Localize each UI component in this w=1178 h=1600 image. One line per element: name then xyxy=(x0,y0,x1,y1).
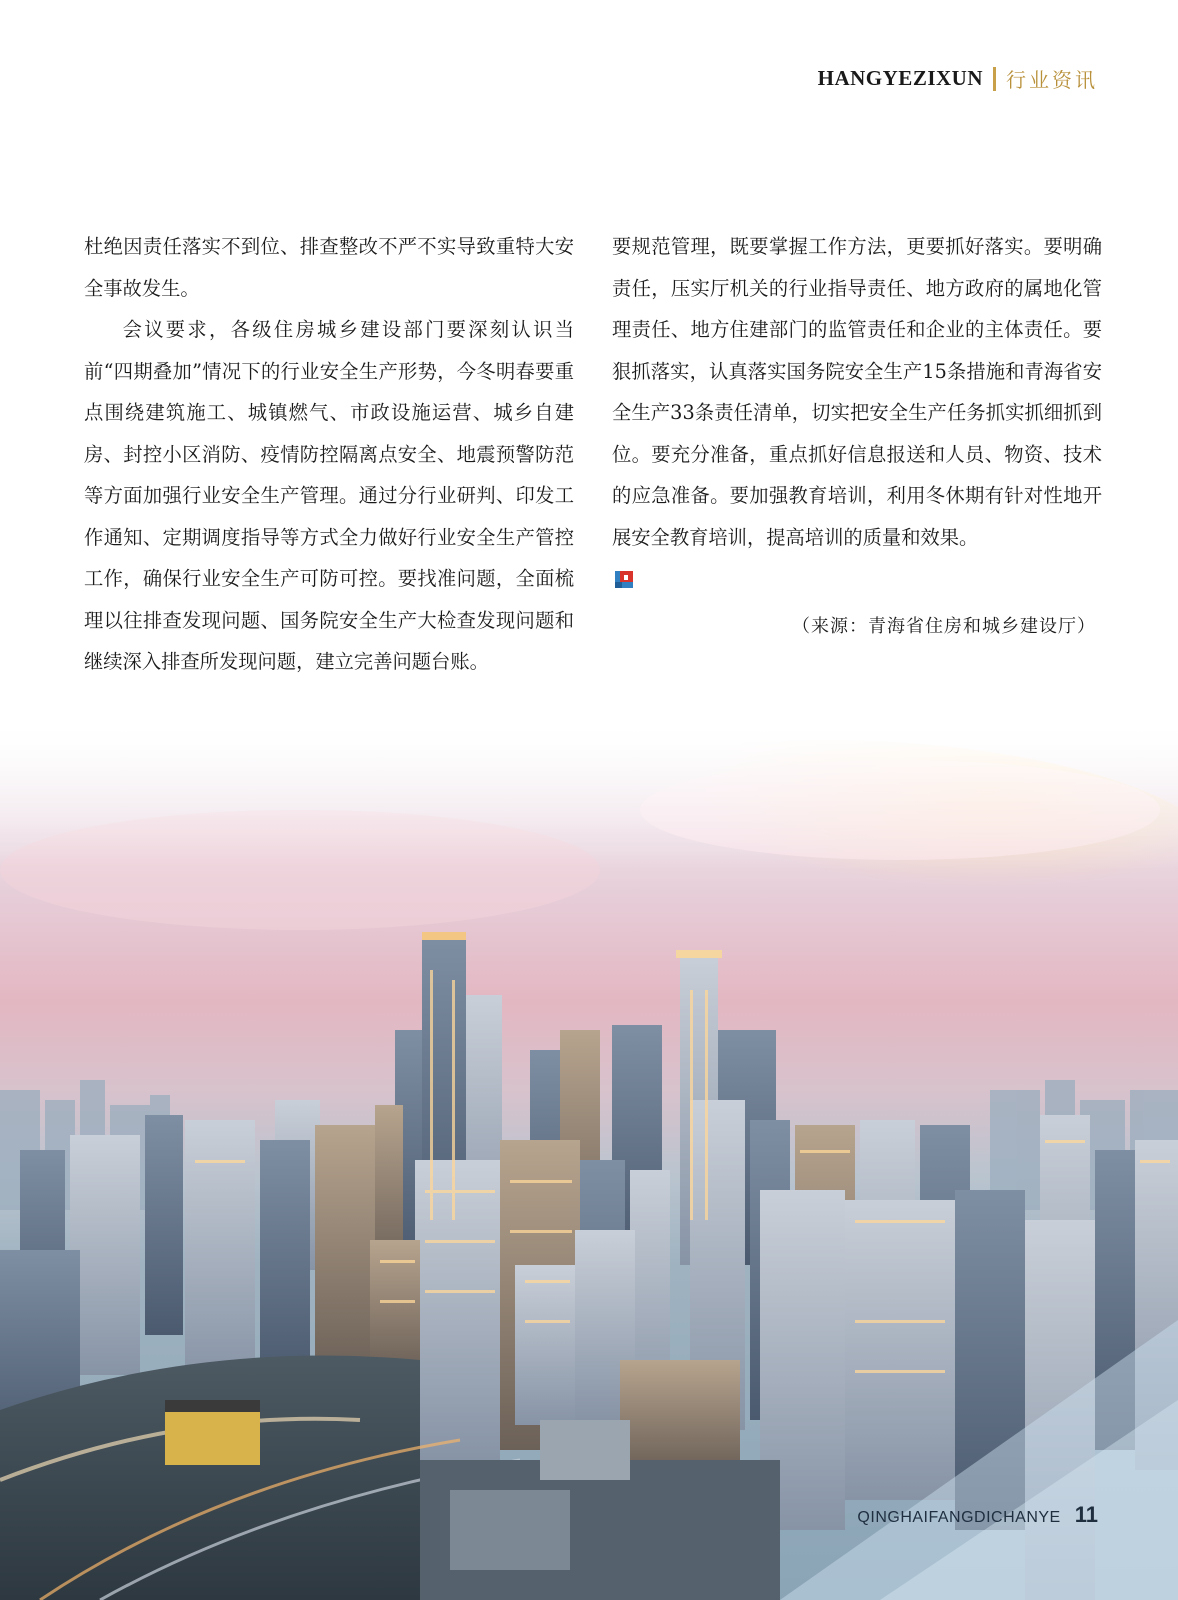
section-title-cn: 行业资讯 xyxy=(1006,68,1098,92)
running-header xyxy=(818,64,1098,93)
paragraph: 会议要求，各级住房城乡建设部门要深刻认识当前“四期叠加”情况下的行业安全生产形势，今冬明春要重点围绕建筑施工、城镇燃气、市政设施运营、城乡自建房、封控小区消防、疫情防控隔离点安全、地震预警防范等方面加强行业安全生产管理。通过分行业研判、印发工作通知、定期调度指导等方式全力做好行业安全生产管控工作，确保行业安全生产可防可控。要找准问题，全面梳理以往排查发现问题、国务院安全生产大检查发现问题和继续深入排查所发现问题，建立完善问题台账。 xyxy=(84,318,574,673)
article-end-icon xyxy=(612,564,636,606)
article-source: （来源：青海省住房和城乡建设厅） xyxy=(792,615,1096,637)
section-title-en: HANGYEZIXUN xyxy=(817,66,983,90)
article-column-left xyxy=(84,226,574,683)
paragraph: 杜绝因责任落实不到位、排查整改不严不实导致重特大安全事故发生。 xyxy=(84,235,574,300)
header-divider xyxy=(993,67,996,91)
paragraph: 要规范管理，既要掌握工作方法，更要抓好落实。要明确责任，压实厅机关的行业指导责任、地方政府的属地化管理责任、地方住建部门的监管责任和企业的主体责任。要狠抓落实，认真落实国务院安全生产15条措施和青海省安全生产33条责任清单，切实把安全生产任务抓实抓细抓到位。要充分准备，重点抓好信息报送和人员、物资、技术的应急准备。要加强教育培训，利用冬休期有针对性地开展安全教育培训，提高培训的质量和效果。 xyxy=(612,235,1102,549)
page-number: 11 xyxy=(1074,1502,1098,1527)
running-footer xyxy=(857,1502,1098,1528)
city-skyline-photo xyxy=(0,720,1178,1600)
article-column-right xyxy=(612,226,1102,647)
magazine-name: QINGHAIFANGDICHANYE xyxy=(857,1509,1061,1526)
